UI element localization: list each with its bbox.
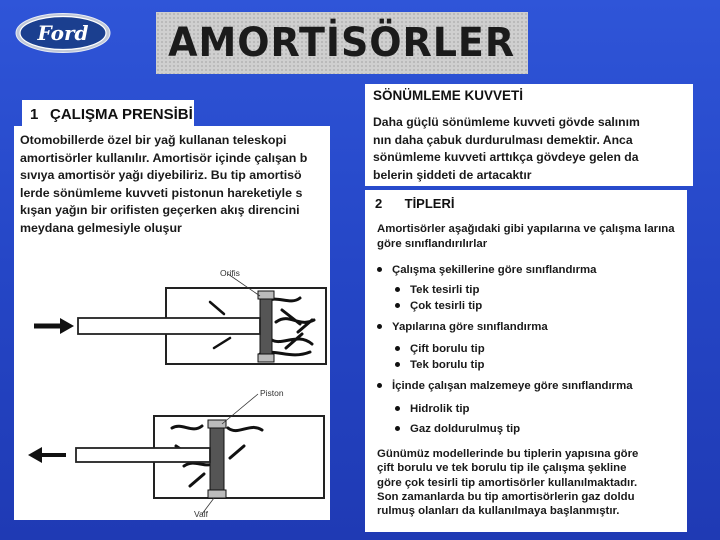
- type-item: [395, 403, 469, 415]
- category-item: [377, 264, 683, 276]
- bullet-icon: [377, 267, 382, 272]
- bullet-icon: [395, 303, 400, 308]
- section-heading-working-principle: [22, 100, 194, 128]
- upper-cylinder: [34, 268, 326, 364]
- type-label: Hidrolik tip: [410, 403, 470, 415]
- bullet-icon: [377, 324, 382, 329]
- bullet-icon: [377, 383, 382, 388]
- types-title: [375, 196, 454, 211]
- text-line: göre çok tesirli tip amortisörler kullanılmaktadır.: [377, 476, 638, 489]
- damping-force-title: SÖNÜMLEME KUVVETİ: [373, 88, 524, 103]
- damping-force-panel: [365, 84, 693, 186]
- text-line: amortisörler kullanılır. Amortisör içinde çalışan b: [20, 150, 308, 165]
- text-line: rulmuş olanları da kullanılmaya başlanmıştır.: [377, 505, 620, 518]
- shock-absorber-diagram: [14, 126, 330, 520]
- text-line: sıvıya amortisör yağı diyebiliriz. Bu tip amortisö: [20, 168, 302, 183]
- type-item: [395, 284, 479, 296]
- section-number: 1: [30, 105, 39, 123]
- type-label: Tek tesirli tip: [410, 284, 480, 296]
- type-item: [395, 300, 482, 312]
- types-panel: [365, 190, 687, 532]
- bullet-icon: [395, 362, 400, 367]
- category-label: Çalışma şekillerine göre sınıflandırma: [392, 264, 597, 276]
- type-label: Gaz doldurulmuş tip: [410, 423, 521, 435]
- bullet-icon: [395, 287, 400, 292]
- type-label: Çift borulu tip: [410, 343, 485, 355]
- text-line: lerde sönümleme kuvveti pistonun hareketiyle s: [20, 185, 303, 200]
- category-item: [377, 321, 683, 333]
- bullet-icon: [395, 406, 400, 411]
- text-line: Otomobillerde özel bir yağ kullanan teleskopi: [20, 133, 287, 147]
- section-heading-text: ÇALIŞMA PRENSİBİ: [50, 105, 193, 123]
- working-principle-panel: [14, 126, 330, 520]
- text-line: Daha güçlü sönümleme kuvveti gövde salınım: [373, 115, 640, 129]
- ford-logo-text: Ford: [37, 21, 89, 45]
- orifice-label: Orifis: [220, 268, 240, 278]
- text-line: çift borulu ve tek borulu tip ile çalışma şekline: [377, 462, 627, 475]
- valve-label: Valf: [194, 509, 209, 519]
- type-label: Tek borulu tip: [410, 359, 485, 371]
- bullet-icon: [395, 426, 400, 431]
- text-line: Günümüz modellerinde bu tiplerin yapısına göre: [377, 448, 639, 460]
- ford-logo: [14, 12, 112, 54]
- category-label: İçinde çalışan malzemeye göre sınıflandırma: [392, 380, 633, 392]
- type-label: Çok tesirli tip: [410, 300, 483, 312]
- text-line: kışan yağın bir orifisten geçerken akış direncini: [20, 203, 300, 218]
- page-title: AMORTİSÖRLER: [168, 20, 516, 66]
- lower-cylinder: [28, 388, 324, 519]
- type-item: [395, 359, 484, 371]
- types-conclusion: [377, 447, 683, 518]
- text-line: belerin şiddeti de artacaktır: [373, 167, 532, 182]
- text-line: Son zamanlarda bu tip amortisörlerin gaz doldu: [377, 490, 635, 503]
- text-line: nın daha çabuk durdurulması demektir. Anca: [373, 132, 633, 147]
- damping-force-text: [373, 114, 695, 184]
- type-item: [395, 423, 520, 435]
- text-line: meydana gelmesiyle oluşur: [20, 220, 182, 235]
- text-line: sönümleme kuvveti arttıkça gövdeye gelen da: [373, 150, 639, 164]
- ford-oval-logo: [14, 12, 112, 54]
- types-intro: Amortisörler aşağıdaki gibi yapılarına ve çalışma larına göre sınıflandırılırlar: [377, 223, 675, 250]
- type-item: [395, 343, 485, 355]
- section-number: 2: [375, 196, 383, 211]
- category-label: Yapılarına göre sınıflandırma: [392, 321, 548, 333]
- category-item: [377, 380, 683, 392]
- title-banner: [156, 12, 528, 74]
- piston-label: Piston: [260, 388, 284, 398]
- bullet-icon: [395, 346, 400, 351]
- types-title-text: TİPLERİ: [404, 196, 455, 211]
